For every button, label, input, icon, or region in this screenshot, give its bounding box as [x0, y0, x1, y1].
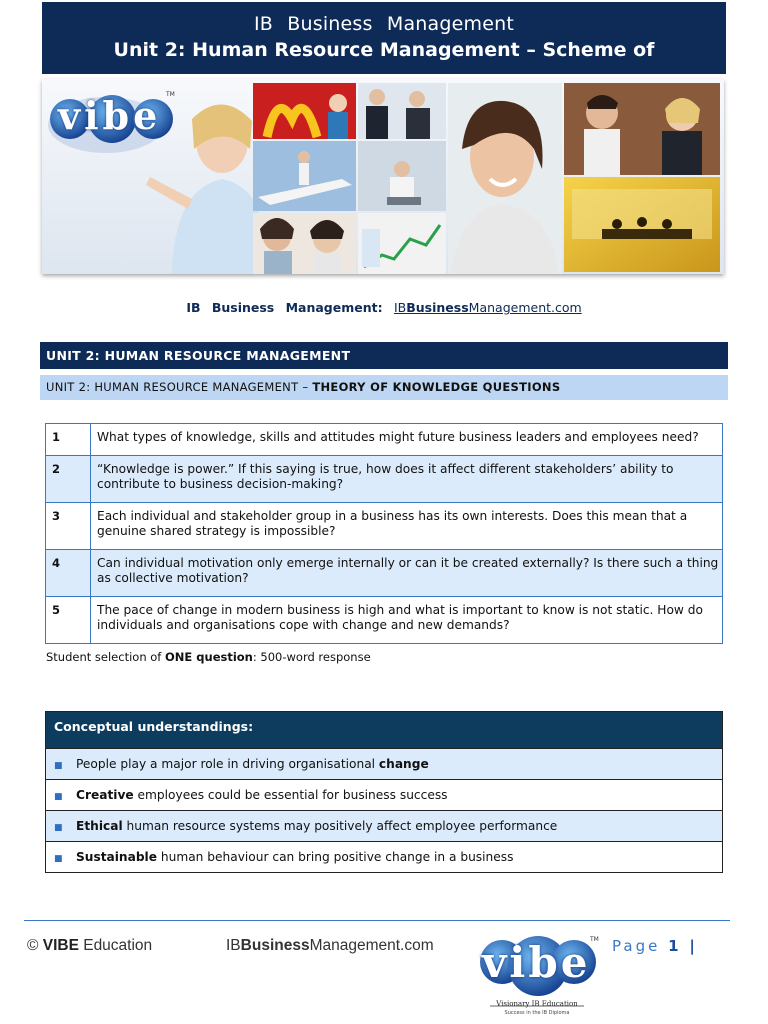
- question-text: “Knowledge is power.” If this saying is true, how does it affect different stakeholders’ ability to contribute to business decision-making?: [91, 456, 723, 503]
- note-bold: ONE question: [165, 650, 253, 664]
- question-number: 5: [46, 597, 91, 644]
- question-number: 1: [46, 424, 91, 456]
- selection-note: [46, 650, 371, 664]
- link-part-ib: IB: [393, 300, 407, 315]
- document-title-bar: [42, 2, 726, 74]
- tok-heading: [40, 375, 728, 400]
- bullet-icon: ■: [54, 792, 63, 802]
- concept-text: human behaviour can bring positive change in a business: [157, 850, 514, 864]
- table-row: [46, 749, 723, 780]
- table-row: [46, 780, 723, 811]
- concept-item: [46, 749, 723, 780]
- question-number: 2: [46, 456, 91, 503]
- concept-keyword: Creative: [76, 788, 134, 802]
- question-number: 4: [46, 550, 91, 597]
- note-post: : 500-word response: [252, 650, 371, 664]
- question-text: Each individual and stakeholder group in a business has its own interests. Does this mean that a genuine shared strategy is impossible?: [91, 503, 723, 550]
- concept-item: [46, 780, 723, 811]
- copyright-rest: Education: [78, 937, 153, 954]
- banner-collage: [42, 79, 724, 274]
- footer-vibe-logo: [472, 926, 602, 1018]
- concept-keyword: Ethical: [76, 819, 123, 833]
- footer-website[interactable]: [226, 937, 434, 955]
- footer-site-ib: IB: [226, 937, 241, 954]
- table-row: [46, 811, 723, 842]
- question-text: Can individual motivation only emerge internally or can it be created externally? Is there such a thing as collective motivation?: [91, 550, 723, 597]
- concept-item: [46, 811, 723, 842]
- link-part-domain: Management.com: [468, 300, 582, 315]
- footer-logo-subtag: Success in the IB Diploma: [504, 1010, 570, 1016]
- table-row: [46, 456, 723, 503]
- concept-text: People play a major role in driving organisational: [76, 757, 379, 771]
- table-row: [46, 424, 723, 456]
- bullet-icon: ■: [54, 854, 63, 864]
- table-header-row: [46, 712, 723, 749]
- footer-site-business: Business: [240, 937, 310, 954]
- question-text: What types of knowledge, skills and attitudes might future business leaders and employees need?: [91, 424, 723, 456]
- footer-logo-wordmark: vibe: [482, 938, 591, 987]
- website-link[interactable]: [394, 300, 582, 315]
- page-number: [612, 937, 698, 955]
- unit-heading: UNIT 2: HUMAN RESOURCE MANAGEMENT: [40, 342, 728, 369]
- tok-heading-prefix: UNIT 2: HUMAN RESOURCE MANAGEMENT –: [46, 380, 313, 394]
- bullet-icon: ■: [54, 761, 63, 771]
- question-number: 3: [46, 503, 91, 550]
- conceptual-understandings-table: [45, 711, 723, 873]
- link-part-business: Business: [406, 300, 469, 315]
- page-number-value: 1: [668, 937, 682, 955]
- table-row: [46, 597, 723, 644]
- tok-heading-bold: THEORY OF KNOWLEDGE QUESTIONS: [312, 380, 561, 394]
- tok-questions-table: [45, 423, 723, 644]
- logo-wordmark: vibe: [58, 93, 162, 138]
- unit-title: Unit 2: Human Resource Management – Scheme of: [113, 39, 655, 61]
- page-separator: |: [689, 937, 698, 955]
- concept-keyword: change: [378, 757, 429, 771]
- concept-item: [46, 842, 723, 873]
- concepts-heading: Conceptual understandings:: [46, 712, 723, 749]
- footer-logo-trademark: TM: [590, 936, 599, 943]
- logo-trademark: TM: [166, 91, 175, 98]
- concept-keyword: Sustainable: [76, 850, 158, 864]
- footer-copyright: [27, 937, 152, 955]
- copyright-brand: VIBE: [42, 937, 79, 954]
- table-row: [46, 550, 723, 597]
- website-line: [0, 300, 768, 315]
- note-pre: Student selection of: [46, 650, 166, 664]
- footer-logo-tagline: Visionary IB Education: [496, 1000, 578, 1008]
- question-text: The pace of change in modern business is high and what is important to know is not static. How do individuals and organisations cope with change and new demands?: [91, 597, 723, 644]
- footer-divider: [24, 920, 730, 921]
- concept-text: human resource systems may positively affect employee performance: [122, 819, 558, 833]
- table-row: [46, 503, 723, 550]
- course-title: IB Business Management: [253, 13, 515, 35]
- footer-site-domain: Management.com: [309, 937, 434, 954]
- bullet-icon: ■: [54, 823, 63, 833]
- copyright-icon: ©: [27, 937, 39, 954]
- vibe-logo: [46, 85, 176, 157]
- page-label: Page: [612, 937, 661, 955]
- website-label: IB Business Management:: [186, 300, 383, 315]
- concept-text: employees could be essential for business success: [133, 788, 448, 802]
- table-row: [46, 842, 723, 873]
